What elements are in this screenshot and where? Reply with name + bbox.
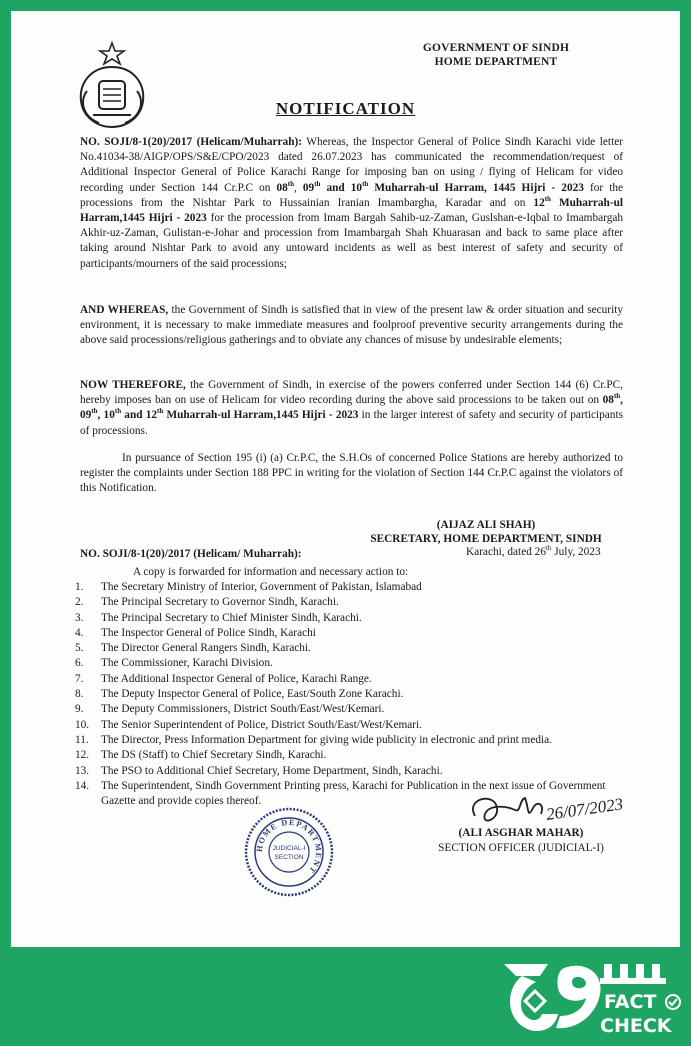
- fact-check-logo-icon: [500, 960, 682, 1036]
- recipient-text: The Director, Press Information Department for giving wide publicity in electronic and print media.: [101, 733, 552, 746]
- recipient-item: [75, 687, 635, 702]
- recipient-number: 7.: [75, 672, 84, 685]
- paragraph-whereas: NO. SOJI/8-1(20)/2017 (Helicam/Muharrah): Whereas, the Inspector General of Police Sindh Karachi vide letter No.41034-38/AIGP/OPS/S&E/CPO/2023 dated 26.07.2023 has communicated the recommendation/request of Additional Inspector General of Police Karachi Range for imposing ban on using / flying of Helicam for video recording under Section 144 Cr.P.C on 08th, 09th and 10th Muharrah-ul Harram, 1445 Hijri - 2023 for the processions from the Nishtar Park to Hussainian Iranian Imambargha, Karadar and on 12th Muharrah-ul Harram,1445 Hijri - 2023 for the procession from Imam Bargah Sahib-uz-Zaman, Guslshan-e-Iqbal to Imambargah Akhir-uz-Zaman, Gulistan-e-Johar and procession from Imambargah Shah Khuarasan and back to same place after taking around Nishtar Park to avoid any untoward incidents as well as best interest of safety and security of participants/mourners of the said processions;: [80, 136, 624, 270]
- recipient-text: The PSO to Additional Chief Secretary, Home Department, Sindh, Karachi.: [101, 764, 443, 777]
- government-name: GOVERNMENT OF SINDH: [422, 42, 570, 54]
- recipient-text: The Director General Rangers Sindh, Karachi.: [101, 642, 311, 655]
- recipient-item: [75, 702, 635, 717]
- recipient-text: The Inspector General of Police Sindh, Karachi: [101, 626, 316, 639]
- recipient-item: [75, 611, 635, 626]
- paragraph-pursuance: In pursuance of Section 195 (i) (a) Cr.P.C, the S.H.Os of concerned Police Stations are hereby authorized to register the complaints under Section 188 PPC in writing for the violation of Section 144 Cr.P.C against the violators of this Notification.: [80, 452, 623, 495]
- recipient-item: [75, 641, 635, 656]
- recipient-number: 11.: [75, 733, 89, 746]
- recipient-item: [75, 626, 635, 641]
- recipient-text: The Principal Secretary to Chief Minister Sindh, Karachi.: [101, 611, 362, 624]
- recipient-text: The Principal Secretary to Governor Sindh, Karachi.: [101, 596, 339, 609]
- stamp-ring-text: HOME DEPARTMENT: [254, 817, 324, 876]
- recipient-item: [75, 656, 635, 671]
- notification-title: NOTIFICATION: [275, 99, 416, 118]
- recipient-text: The Secretary Ministry of Interior, Government of Pakistan, Islamabad: [101, 581, 422, 593]
- recipient-number: 9.: [75, 703, 84, 716]
- recipient-item: [75, 580, 635, 595]
- dated-line: Karachi, dated 26th July, 2023: [466, 544, 601, 558]
- section-officer-block: [406, 826, 636, 855]
- recipient-number: 1.: [75, 581, 84, 593]
- recipient-number: 14.: [75, 779, 90, 792]
- recipient-text: The Deputy Commissioners, District South/East/West/Kemari.: [101, 703, 385, 716]
- recipient-text: The Deputy Inspector General of Police, East/South Zone Karachi.: [101, 688, 404, 701]
- document-page: [11, 11, 680, 947]
- officer-designation: SECTION OFFICER (JUDICIAL-I): [438, 841, 604, 854]
- brand-check: CHECK: [600, 1015, 672, 1036]
- recipient-item: [75, 595, 635, 610]
- copy-reference-number: NO. SOJI/8-1(20)/2017 (Helicam/ Muharrah):: [80, 548, 302, 560]
- officer-name: (ALI ASGHAR MAHAR): [458, 827, 584, 839]
- recipient-item: [75, 748, 635, 763]
- brand-fact: FACT: [604, 991, 657, 1013]
- recipient-text: The DS (Staff) to Chief Secretary Sindh, Karachi.: [101, 749, 327, 762]
- recipient-number: 6.: [75, 657, 84, 670]
- recipients-list: [75, 580, 635, 809]
- recipient-item: [75, 733, 635, 748]
- paragraph-now-therefore: NOW THEREFORE, the Government of Sindh, in exercise of the powers conferred under Section 144 (6) Cr.PC, hereby imposes ban on use of Helicam for video recording during the above said processions to be taken out on 08th, 09th, 10th and 12th Muharrah-ul Harram,1445 Hijri - 2023 in the larger interest of safety and security of participants of processions.: [80, 379, 623, 437]
- department-stamp-icon: [243, 806, 335, 898]
- recipient-number: 13.: [75, 764, 90, 777]
- recipient-number: 10.: [75, 718, 90, 731]
- recipient-number: 5.: [75, 642, 84, 655]
- recipient-item: [75, 672, 635, 687]
- recipient-text: The Commissioner, Karachi Division.: [101, 657, 273, 670]
- recipient-text: The Senior Superintendent of Police, District South/East/West/Kemari.: [101, 718, 422, 731]
- recipient-number: 4.: [75, 626, 84, 639]
- recipient-item: [75, 718, 635, 733]
- recipient-number: 3.: [75, 611, 84, 624]
- secretary-designation: SECRETARY, HOME DEPARTMENT, SINDH: [370, 533, 602, 545]
- stamp-center-line2: SECTION: [274, 854, 304, 861]
- secretary-signature-block: [346, 518, 626, 546]
- recipient-number: 12.: [75, 749, 90, 762]
- recipient-text: The Superintendent, Sindh Government Printing press, Karachi for Publication in the next issue of Government Gazette and provide copies thereof.: [101, 779, 606, 808]
- recipient-number: 8.: [75, 688, 84, 701]
- paragraph-and-whereas: AND WHEREAS, the Government of Sindh is satisfied that in view of the present law & order situation and security environment, it is necessary to make immediate measures and foolproof preventive security arrangements during the above said processions/religious gatherings and to obviate any chances of misuse by undesirable elements;: [80, 304, 623, 347]
- recipient-number: 2.: [75, 596, 84, 609]
- government-header: [391, 41, 601, 69]
- signature-date: 26/07/2023: [544, 794, 625, 824]
- stamp-center-line1: JUDICIAL-I: [272, 845, 306, 852]
- recipient-text: The Additional Inspector General of Police, Karachi Range.: [101, 672, 372, 685]
- secretary-name: (AIJAZ ALI SHAH): [436, 519, 536, 531]
- department-name: HOME DEPARTMENT: [434, 56, 558, 68]
- recipient-item: [75, 764, 635, 779]
- ban-dates: 08th, 09th, 10th and 12th Muharrah-ul Harram,1445 Hijri - 2023: [80, 392, 623, 422]
- copy-forwarded-line: A copy is forwarded for information and necessary action to:: [133, 566, 409, 578]
- reference-number: NO. SOJI/8-1(20)/2017 (Helicam/Muharrah):: [80, 136, 303, 148]
